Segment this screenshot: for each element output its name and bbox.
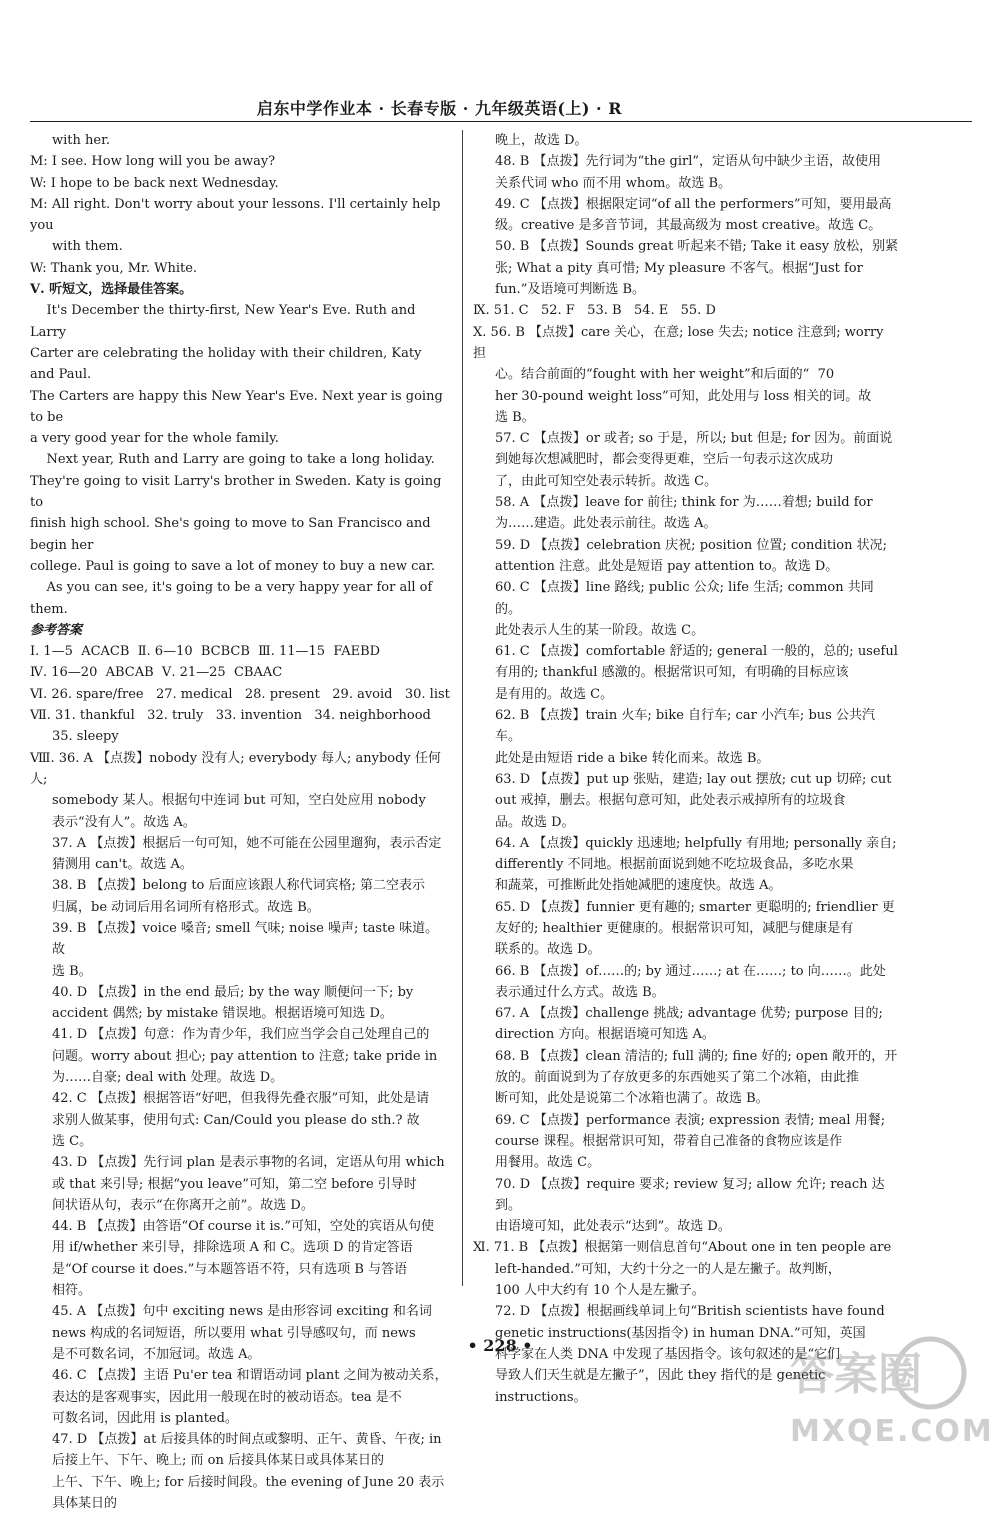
left-column-line: M: All right. Don't worry about your lessons. I'll certainly help you bbox=[30, 196, 445, 234]
left-column-line: They're going to visit Larry's brother in Sweden. Katy is going to bbox=[30, 473, 446, 511]
left-column-line: accident 偶然; by mistake 错误地。根据语境可知选 D。 bbox=[52, 1006, 393, 1022]
left-column-line: with her. bbox=[52, 133, 110, 148]
right-column-line: out 戒掉，删去。根据句意可知，此处表示戒掉所有的垃圾食 bbox=[495, 793, 846, 809]
right-column-line: 联系的。故选 D。 bbox=[495, 942, 601, 958]
right-column-line: 科学家在人类 DNA 中发现了基因指令。该句叙述的是“它们 bbox=[495, 1346, 841, 1362]
left-column-line: 是“Of course it does.”与本题答语不符，只有选项 B 与答语 bbox=[52, 1261, 408, 1277]
left-column-line: Ⅵ. 26. spare/free 27. medical 28. present 29. avoid 30. list bbox=[30, 686, 450, 702]
right-column-line: 59. D 【点拨】celebration 庆祝; position 位置; condition 状况; bbox=[495, 537, 887, 553]
left-column-line: 选 C。 bbox=[52, 1133, 93, 1149]
left-column-line: 46. C 【点拨】主语 Pu'er tea 和谓语动词 plant 之间为被动关系， bbox=[52, 1368, 448, 1384]
right-column-line: 62. B 【点拨】train 火车; bike 自行车; car 小汽车; bus 公共汽车。 bbox=[495, 708, 875, 745]
left-column-line: 后接上午、下午、晚上; 而 on 后接具体某日或具体某日的 bbox=[52, 1453, 384, 1469]
left-column-line: It's December the thirty-first, New Year's Eve. Ruth and Larry bbox=[30, 303, 420, 340]
right-column-line: 有用的; thankful 感激的。根据常识可知，有明确的目标应该 bbox=[495, 665, 849, 681]
left-column-line: 38. B 【点拨】belong to 后面应该跟人称代词宾格; 第二空表示 bbox=[52, 878, 426, 894]
right-column-line: 57. C 【点拨】or 或者; so 于是，所以; but 但是; for 因为。前面说 bbox=[495, 431, 893, 447]
left-column-line: Ⅷ. 36. A 【点拨】nobody 没有人; everybody 每人; anybody 任何人; bbox=[30, 750, 441, 787]
right-column-line: Ⅺ. 71. B 【点拨】根据第一则信息首句“About one in ten people are bbox=[473, 1240, 892, 1256]
left-column-line: W: I hope to be back next Wednesday. bbox=[30, 175, 279, 191]
left-column-line: 39. B 【点拨】voice 嗓音; smell 气味; noise 噪声; taste 味道。故 bbox=[52, 920, 439, 958]
left-column-line: 求别人做某事，使用句式: Can/Could you please do sth.? 故 bbox=[52, 1112, 420, 1128]
right-column-line: 是有用的。故选 C。 bbox=[495, 686, 614, 702]
left-column-line: with them. bbox=[52, 239, 123, 255]
right-column-line: direction 方向。根据语境可知选 A。 bbox=[495, 1027, 715, 1043]
watermark-logo-text: 答案圈 bbox=[790, 1349, 922, 1400]
right-column-line: attention 注意。此处是短语 pay attention to。故选 D。 bbox=[495, 558, 839, 574]
right-column-line: 到她每次想减肥时，都会变得更难，空后一句表示这次成功 bbox=[495, 452, 834, 468]
left-column-line: 可数名词，因此用 is planted。 bbox=[52, 1410, 238, 1426]
right-column-line: 友好的; healthier 更健康的。根据常识可知，减肥与健康是有 bbox=[495, 920, 854, 936]
right-column-line: 关系代词 who 而不用 whom。故选 B。 bbox=[495, 175, 732, 191]
left-column-line: Ⅰ. 1—5 ACACB Ⅱ. 6—10 BCBCB Ⅲ. 11—15 FAEBD bbox=[30, 644, 381, 660]
left-column-line: 为……自豪; deal with 处理。故选 D。 bbox=[52, 1070, 284, 1086]
right-column-line: 61. C 【点拨】comfortable 舒适的; general 一般的，总的; useful bbox=[495, 644, 898, 660]
right-column-line: 50. B 【点拨】Sounds great 听起来不错; Take it easy 放松，别紧 bbox=[495, 239, 899, 255]
left-column-line: them. bbox=[30, 601, 68, 617]
left-column-line: 43. D 【点拨】先行词 plan 是表示事物的名词，定语从句用 which bbox=[52, 1155, 445, 1171]
left-column-line: 选 B。 bbox=[52, 963, 92, 979]
watermark bbox=[780, 1333, 994, 1453]
right-column-line: 49. C 【点拨】根据限定词“of all the performers”可知，要用最高 bbox=[495, 196, 892, 212]
left-column-line: 44. B 【点拨】由答语“Of course it is.”可知，空处的宾语从句使 bbox=[52, 1219, 435, 1235]
right-column-line: 70. D 【点拨】require 要求; review 复习; allow 允许; reach 达到。 bbox=[495, 1176, 885, 1213]
left-column-line: 41. D 【点拨】句意：作为青少年，我们应当学会自己处理自己的 bbox=[52, 1027, 430, 1043]
left-column-line: Ⅴ. 听短文，选择最佳答案。 bbox=[30, 282, 193, 298]
right-column-line: 晚上，故选 D。 bbox=[495, 133, 588, 148]
right-column-line: 为……建造。此处表示前往。故选 A。 bbox=[495, 516, 717, 532]
right-column-line: 导致人们天生就是左撇子”，因此 they 指代的是 genetic bbox=[495, 1368, 826, 1384]
left-column-line: 表示“没有人”。故选 A。 bbox=[52, 814, 196, 830]
right-column-line: 58. A 【点拨】leave for 前往; think for 为……着想; build for bbox=[495, 495, 873, 511]
left-column-line: 45. A 【点拨】句中 exciting news 是由形容词 exciting 和名词 bbox=[52, 1304, 432, 1320]
running-header bbox=[30, 96, 972, 124]
right-column-line: genetic instructions(基因指令) in human DNA.”可知，英国 bbox=[495, 1325, 866, 1341]
left-column-line: Carter are celebrating the holiday with their children, Katy and Paul. bbox=[30, 345, 426, 383]
right-column-line: 品。故选 D。 bbox=[495, 814, 575, 830]
right-column-line: 放的。前面说到为了存放更多的东西她买了第二个冰箱，由此推 bbox=[495, 1070, 860, 1086]
right-column-line: 心。结合前面的“fought with her weight”和后面的“ 70 bbox=[495, 367, 843, 383]
left-column-line: 37. A 【点拨】根据后一句可知，她不可能在公园里遛狗，表示否定 bbox=[52, 835, 442, 851]
right-column-line: 64. A 【点拨】quickly 迅速地; helpfully 有用地; personally 亲自; bbox=[495, 835, 897, 851]
right-column-line: Ⅸ. 51. C 52. F 53. B 54. E 55. D bbox=[473, 303, 716, 319]
left-column-line: 表达的是客观事实，因此用一般现在时的被动语态。tea 是不 bbox=[52, 1389, 402, 1405]
right-column-line: 了，由此可知空处表示转折。故选 C。 bbox=[495, 473, 718, 489]
left-column-line: college. Paul is going to save a lot of money to buy a new car. bbox=[30, 558, 436, 574]
right-column-line: 63. D 【点拨】put up 张贴，建造; lay out 摆放; cut up 切碎; cut bbox=[495, 771, 892, 787]
right-column-line: 48. B 【点拨】先行词为“the girl”，定语从句中缺少主语，故使用 bbox=[495, 154, 882, 170]
left-column-line: 是不可数名词，不加冠词。故选 A。 bbox=[52, 1346, 261, 1362]
right-column-line: 此处表示人生的某一阶段。故选 C。 bbox=[495, 622, 705, 638]
left-column-line: 47. D 【点拨】at 后接具体的时间点或黎明、正午、黄昏、午夜; in bbox=[52, 1432, 442, 1448]
watermark-logo-icon bbox=[780, 1333, 970, 1413]
left-column-line: finish high school. She's going to move to San Francisco and begin her bbox=[30, 516, 435, 553]
left-column-line: somebody 某人。根据句中连词 but 可知，空白处应用 nobody bbox=[52, 793, 426, 809]
right-column-line: fun.”及语境可判断选 B。 bbox=[495, 282, 646, 298]
left-column bbox=[30, 130, 450, 1511]
left-column-line: a very good year for the whole family. bbox=[30, 431, 279, 447]
watermark-url: MXQE.COM bbox=[790, 1414, 994, 1449]
left-column-line: The Carters are happy this New Year's Eve. Next year is going to be bbox=[30, 388, 447, 425]
right-column-line: differently 不同地。根据前面说到她不吃垃圾食品，多吃水果 bbox=[495, 857, 854, 873]
right-column-line: 65. D 【点拨】funnier 更有趣的; smarter 更聪明的; friendlier 更 bbox=[495, 899, 895, 915]
right-column-line: 和蔬菜，可推断此处指她减肥的速度快。故选 A。 bbox=[495, 878, 782, 894]
left-column-line: 相符。 bbox=[52, 1283, 92, 1299]
left-column-line: 上午、下午、晚上; for 后接时间段。the evening of June 20 表示具体某日的 bbox=[52, 1474, 445, 1511]
right-column-line: 选 B。 bbox=[495, 409, 535, 425]
right-column-line: 100 人中大约有 10 个人是左撇子。 bbox=[495, 1283, 705, 1299]
right-column-line: 66. B 【点拨】of……的; by 通过……; at 在……; to 向……。此处 bbox=[495, 963, 886, 979]
right-column-line: 此处是由短语 ride a bike 转化而来。故选 B。 bbox=[495, 750, 770, 766]
left-column-line: 归属，be 动词后用名词所有格形式。故选 B。 bbox=[52, 899, 320, 915]
left-column-line: 42. C 【点拨】根据答语“好吧，但我得先叠衣服”可知，此处是请 bbox=[52, 1091, 430, 1107]
left-column-line: M: I see. How long will you be away? bbox=[30, 154, 276, 170]
left-column-line: 或 that 来引导; 根据“you leave”可知，第二空 before 引导时 bbox=[52, 1176, 417, 1192]
right-column-line: 表示通过什么方式。故选 B。 bbox=[495, 984, 665, 1000]
right-column-line: 张; What a pity 真可惜; My pleasure 不客气。根据“Just for bbox=[495, 260, 863, 276]
left-column-line: As you can see, it's going to be a very happy year for all of bbox=[30, 580, 433, 596]
left-column-line: news 构成的名词短语，所以要用 what 引导感叹句，而 news bbox=[52, 1325, 416, 1341]
left-column-line: Ⅳ. 16—20 ABCAB Ⅴ. 21—25 CBAAC bbox=[30, 665, 283, 681]
left-column-line: 间状语从句，表示“在你离开之前”。故选 D。 bbox=[52, 1197, 314, 1213]
right-column-line: 断可知，此处是说第二个冰箱也满了。故选 B。 bbox=[495, 1091, 769, 1107]
right-column-line: Ⅹ. 56. B 【点拨】care 关心，在意; lose 失去; notice 注意到; worry 担 bbox=[473, 324, 888, 361]
header-rule bbox=[30, 121, 972, 122]
right-column-line: instructions。 bbox=[495, 1389, 587, 1405]
right-column-line: 68. B 【点拨】clean 清洁的; full 满的; fine 好的; open 敞开的，开 bbox=[495, 1048, 898, 1064]
left-column-line: W: Thank you, Mr. White. bbox=[30, 260, 198, 276]
right-column-line: 67. A 【点拨】challenge 挑战; advantage 优势; purpose 目的; bbox=[495, 1006, 883, 1022]
right-column-line: 级。creative 是多音节词，其最高级为 most creative。故选 C。 bbox=[495, 218, 882, 234]
header-title: 启东中学作业本 · 长春专版 · 九年级英语(上) · R bbox=[256, 99, 622, 118]
left-column-line: Ⅶ. 31. thankful 32. truly 33. invention 34. neighborhood bbox=[30, 708, 431, 724]
right-column-line: 用餐用。故选 C。 bbox=[495, 1155, 601, 1171]
right-column-line: her 30-pound weight loss”可知，此处用与 loss 相关的词。故 bbox=[495, 388, 872, 404]
right-column-line: 69. C 【点拨】performance 表演; expression 表情; meal 用餐; bbox=[495, 1112, 886, 1128]
left-column-line: 35. sleepy bbox=[52, 729, 119, 745]
right-column-line: 72. D 【点拨】根据画线单词上句“British scientists have found bbox=[495, 1304, 885, 1320]
right-column-line: 由语境可知，此处表示“达到”。故选 D。 bbox=[495, 1219, 731, 1235]
page-number: • 228 • bbox=[467, 1336, 533, 1355]
left-column-line: 猜测用 can't。故选 A。 bbox=[52, 857, 193, 873]
left-column-line: Next year, Ruth and Larry are going to take a long holiday. bbox=[30, 452, 435, 468]
left-column-line: 问题。worry about 担心; pay attention to 注意; take pride in bbox=[52, 1048, 438, 1064]
left-column-line: 用 if/whether 来引导，排除选项 A 和 C。选项 D 的肯定答语 bbox=[52, 1240, 413, 1256]
right-column-line: course 课程。根据常识可知，带着自己准备的食物应该是作 bbox=[495, 1133, 843, 1149]
right-column-line: 60. C 【点拨】line 路线; public 公众; life 生活; common 共同的。 bbox=[495, 580, 874, 617]
left-column-line: 40. D 【点拨】in the end 最后; by the way 顺便问一下; by bbox=[52, 984, 414, 1000]
right-column-line: left-handed.”可知，大约十分之一的人是左撇子。故判断， bbox=[495, 1261, 841, 1277]
left-column-line: 参考答案 bbox=[30, 622, 83, 638]
